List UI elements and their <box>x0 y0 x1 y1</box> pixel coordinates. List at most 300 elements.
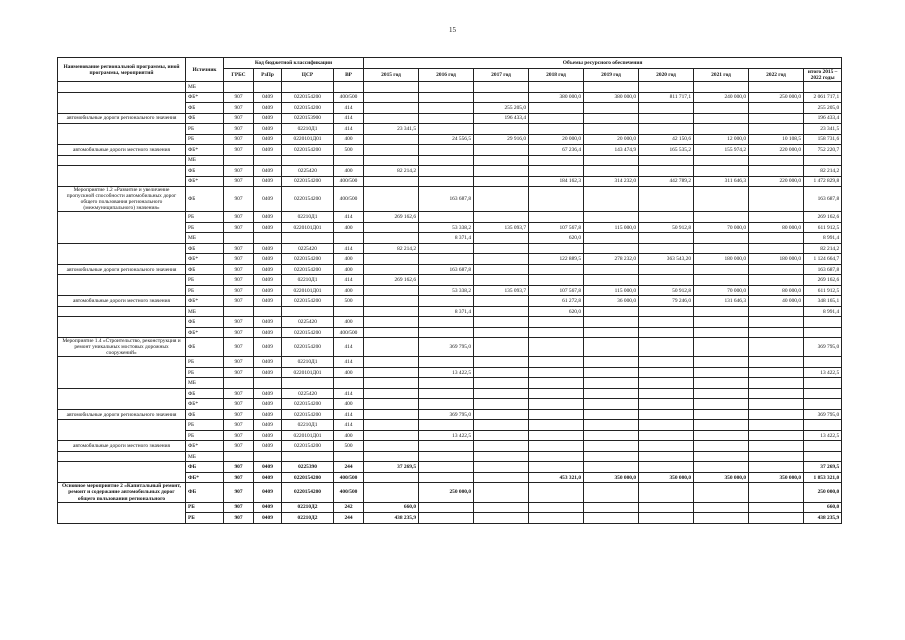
row-value: 20 000,0 <box>584 134 639 145</box>
row-code <box>254 155 282 166</box>
row-value <box>529 420 584 431</box>
row-code: 907 <box>224 420 254 431</box>
row-value <box>474 145 529 156</box>
row-value <box>694 430 749 441</box>
row-value <box>804 378 842 389</box>
row-code: 0409 <box>254 285 282 296</box>
row-value <box>639 275 694 286</box>
row-value: 13 422,5 <box>419 367 474 378</box>
row-value <box>419 472 474 483</box>
row-name: Основное мероприятие 2 «Капитальный ремонт, ремонт и содержание автомобильных дорог общего пользования регионального <box>58 483 186 502</box>
header-year-col: 2015 год <box>364 69 419 82</box>
row-value <box>474 388 529 399</box>
row-value <box>529 124 584 135</box>
row-value: 70 000,0 <box>694 222 749 233</box>
row-code <box>334 155 364 166</box>
row-value: 82 214,2 <box>364 243 419 254</box>
row-value <box>419 243 474 254</box>
row-code: 400/500 <box>334 92 364 103</box>
row-code <box>282 155 334 166</box>
row-value <box>364 113 419 124</box>
header-year-col: 2019 год <box>584 69 639 82</box>
row-value: 115 000,0 <box>584 222 639 233</box>
row-code: 400 <box>334 264 364 275</box>
row-code: 0220154200 <box>282 176 334 187</box>
row-value <box>419 92 474 103</box>
row-code: 414 <box>334 124 364 135</box>
table-row <box>58 82 842 93</box>
row-value <box>694 338 749 357</box>
row-value <box>364 378 419 389</box>
row-value: 453 321,0 <box>529 472 584 483</box>
row-name <box>58 155 186 166</box>
row-value: 36 000,0 <box>584 296 639 307</box>
row-value <box>529 513 584 524</box>
row-code: 0225420 <box>282 166 334 177</box>
row-value <box>694 388 749 399</box>
row-value <box>474 233 529 244</box>
row-value <box>694 103 749 114</box>
row-value <box>639 82 694 93</box>
row-value: 348 165,1 <box>804 296 842 307</box>
row-code <box>224 378 254 389</box>
row-code: 907 <box>224 502 254 513</box>
row-value <box>584 420 639 431</box>
table-row <box>58 451 842 462</box>
row-code: 0409 <box>254 367 282 378</box>
table-row <box>58 187 842 212</box>
row-value <box>804 357 842 368</box>
row-value <box>419 502 474 513</box>
row-value <box>419 513 474 524</box>
row-code: 400 <box>334 166 364 177</box>
row-code: 0409 <box>254 388 282 399</box>
table-row <box>58 264 842 275</box>
header-code-col: РзПр <box>254 69 282 82</box>
row-code: 0409 <box>254 275 282 286</box>
row-value <box>584 483 639 502</box>
row-value <box>584 451 639 462</box>
row-source: РБ <box>186 275 224 286</box>
header-name: Наименование региональной программы, иной программы, мероприятий <box>58 58 186 82</box>
row-source: ФБ <box>186 462 224 473</box>
row-value <box>419 462 474 473</box>
row-code: 400/500 <box>334 327 364 338</box>
row-value <box>584 388 639 399</box>
row-source: МБ <box>186 306 224 317</box>
row-code: 400 <box>334 317 364 328</box>
row-value <box>364 483 419 502</box>
row-code: 500 <box>334 296 364 307</box>
row-source: ФБ* <box>186 296 224 307</box>
row-code: 907 <box>224 409 254 420</box>
row-code: 0409 <box>254 430 282 441</box>
row-value <box>474 451 529 462</box>
row-value <box>364 254 419 265</box>
row-value <box>804 388 842 399</box>
row-value <box>529 327 584 338</box>
row-name <box>58 451 186 462</box>
row-value <box>804 327 842 338</box>
row-value <box>529 166 584 177</box>
row-value <box>529 357 584 368</box>
row-value <box>474 212 529 223</box>
row-value <box>584 212 639 223</box>
row-value <box>749 378 804 389</box>
row-name <box>58 357 186 389</box>
row-code: 0409 <box>254 513 282 524</box>
row-code: 0409 <box>254 357 282 368</box>
row-value <box>364 176 419 187</box>
row-value <box>639 483 694 502</box>
table-row <box>58 145 842 156</box>
table-row <box>58 462 842 473</box>
table-row <box>58 483 842 502</box>
row-value <box>529 378 584 389</box>
row-name <box>58 502 186 523</box>
row-value <box>474 430 529 441</box>
row-value <box>639 513 694 524</box>
row-code: 0220154200 <box>282 145 334 156</box>
row-code: 0220154200 <box>282 441 334 452</box>
row-value <box>694 124 749 135</box>
row-value <box>529 409 584 420</box>
row-value <box>749 306 804 317</box>
row-code: 0220154200 <box>282 409 334 420</box>
row-value: 155 974,2 <box>694 145 749 156</box>
row-name: автомобильные дороги местного значения <box>58 441 186 452</box>
row-value <box>419 82 474 93</box>
row-value: 620,0 <box>529 233 584 244</box>
row-value <box>584 306 639 317</box>
row-code <box>224 306 254 317</box>
row-value <box>364 134 419 145</box>
row-value <box>364 357 419 368</box>
row-value <box>694 243 749 254</box>
row-value: 8 371,4 <box>419 306 474 317</box>
row-value: 220 000,0 <box>749 145 804 156</box>
row-value <box>749 462 804 473</box>
row-name <box>58 124 186 145</box>
row-value <box>694 357 749 368</box>
row-code: 414 <box>334 243 364 254</box>
row-value <box>584 103 639 114</box>
row-value: 196 433,4 <box>804 113 842 124</box>
row-code: 0220154200 <box>282 338 334 357</box>
row-value <box>584 187 639 212</box>
row-code: 0409 <box>254 166 282 177</box>
row-value <box>584 327 639 338</box>
table-row <box>58 441 842 452</box>
row-value <box>474 399 529 410</box>
row-source: ФБ <box>186 166 224 177</box>
row-value: 314 232,0 <box>584 176 639 187</box>
row-value <box>474 243 529 254</box>
row-value <box>639 338 694 357</box>
row-value <box>419 357 474 368</box>
row-value <box>474 420 529 431</box>
row-code: 907 <box>224 327 254 338</box>
row-value: 24 556,5 <box>419 134 474 145</box>
row-value <box>584 113 639 124</box>
row-value: 240 000,0 <box>694 92 749 103</box>
row-value <box>749 166 804 177</box>
row-value: 165 535,2 <box>639 145 694 156</box>
row-value <box>584 243 639 254</box>
row-code: 0225420 <box>282 317 334 328</box>
row-value <box>639 441 694 452</box>
row-code <box>224 82 254 93</box>
row-source: ФБ* <box>186 92 224 103</box>
row-source: ФБ <box>186 338 224 357</box>
header-source: Источник <box>186 58 224 82</box>
row-source: ФБ* <box>186 145 224 156</box>
row-value: 107 567,8 <box>529 222 584 233</box>
table-row <box>58 275 842 286</box>
row-value <box>474 441 529 452</box>
row-value <box>694 451 749 462</box>
row-value <box>749 399 804 410</box>
row-code: 0409 <box>254 222 282 233</box>
row-value: 1 124 664,7 <box>804 254 842 265</box>
row-value <box>749 502 804 513</box>
row-value <box>694 378 749 389</box>
row-code: 907 <box>224 187 254 212</box>
row-code <box>254 378 282 389</box>
header-year-col: 2022 год <box>749 69 804 82</box>
row-code: 0220154200 <box>282 296 334 307</box>
row-value <box>364 430 419 441</box>
row-value <box>474 378 529 389</box>
row-value <box>804 420 842 431</box>
row-value: 660,0 <box>364 502 419 513</box>
row-value <box>529 82 584 93</box>
row-value <box>584 275 639 286</box>
row-code: 414 <box>334 113 364 124</box>
header-year-col: 2018 год <box>529 69 584 82</box>
row-value <box>749 82 804 93</box>
row-value <box>529 399 584 410</box>
row-value <box>639 378 694 389</box>
row-value <box>474 409 529 420</box>
row-code: 0220153900 <box>282 113 334 124</box>
row-code <box>334 378 364 389</box>
row-value <box>749 243 804 254</box>
row-value <box>584 166 639 177</box>
table-row <box>58 296 842 307</box>
table-row <box>58 420 842 431</box>
row-value <box>639 166 694 177</box>
row-value <box>419 388 474 399</box>
row-value <box>419 441 474 452</box>
row-value <box>804 317 842 328</box>
row-value <box>694 275 749 286</box>
row-value <box>419 378 474 389</box>
row-value <box>529 212 584 223</box>
row-code: 0220101Д01 <box>282 430 334 441</box>
row-value <box>749 275 804 286</box>
row-value: 20 000,0 <box>529 134 584 145</box>
row-value: 269 162,6 <box>804 212 842 223</box>
row-value <box>639 233 694 244</box>
row-value <box>364 441 419 452</box>
row-value: 350 000,0 <box>639 472 694 483</box>
row-value <box>419 155 474 166</box>
row-value <box>474 275 529 286</box>
row-code: 414 <box>334 275 364 286</box>
row-source: ФБ <box>186 388 224 399</box>
row-code: 907 <box>224 483 254 502</box>
row-value: 13 422,5 <box>419 430 474 441</box>
row-value <box>364 399 419 410</box>
row-code <box>282 378 334 389</box>
row-value <box>474 472 529 483</box>
row-code: 907 <box>224 145 254 156</box>
row-value <box>584 82 639 93</box>
row-source: РБ <box>186 357 224 368</box>
row-value: 611 912,5 <box>804 222 842 233</box>
row-value: 8 371,4 <box>419 233 474 244</box>
table-row <box>58 306 842 317</box>
row-value: 82 214,2 <box>364 166 419 177</box>
row-value <box>694 327 749 338</box>
row-code <box>282 306 334 317</box>
row-value <box>584 124 639 135</box>
row-code <box>224 155 254 166</box>
row-code: 400 <box>334 399 364 410</box>
row-code: 0409 <box>254 472 282 483</box>
row-code: 0225420 <box>282 243 334 254</box>
row-value <box>749 430 804 441</box>
row-value: 380 000,0 <box>584 92 639 103</box>
row-code: 0409 <box>254 92 282 103</box>
row-value <box>749 441 804 452</box>
row-value <box>474 296 529 307</box>
row-value <box>749 264 804 275</box>
row-value <box>364 388 419 399</box>
row-value: 50 912,8 <box>639 285 694 296</box>
row-code: 907 <box>224 275 254 286</box>
header-volume-group: Объемы ресурсного обеспечения <box>364 58 842 69</box>
row-value: 369 795,0 <box>804 338 842 357</box>
row-code: 0409 <box>254 462 282 473</box>
row-value <box>529 264 584 275</box>
row-value <box>529 462 584 473</box>
row-code: 414 <box>334 338 364 357</box>
row-value: 752 220,7 <box>804 145 842 156</box>
row-value: 163 687,8 <box>804 187 842 212</box>
row-value: 135 093,7 <box>474 222 529 233</box>
row-value <box>364 420 419 431</box>
row-code: 907 <box>224 317 254 328</box>
row-value: 180 000,0 <box>694 254 749 265</box>
row-code <box>254 451 282 462</box>
row-code: 0220154200 <box>282 103 334 114</box>
row-value: 158 731,6 <box>804 134 842 145</box>
row-value <box>694 399 749 410</box>
row-value <box>529 317 584 328</box>
row-value <box>749 451 804 462</box>
row-value: 660,0 <box>804 502 842 513</box>
row-value <box>749 357 804 368</box>
table-row <box>58 166 842 177</box>
row-value <box>364 103 419 114</box>
row-code: 907 <box>224 388 254 399</box>
row-value <box>804 82 842 93</box>
row-value: 8 991,4 <box>804 306 842 317</box>
row-name <box>58 275 186 296</box>
row-value <box>364 155 419 166</box>
row-value: 13 422,5 <box>804 367 842 378</box>
row-value <box>694 367 749 378</box>
table-row <box>58 92 842 103</box>
row-value: 23 341,5 <box>364 124 419 135</box>
row-code: 907 <box>224 212 254 223</box>
row-source: МБ <box>186 378 224 389</box>
row-value <box>529 483 584 502</box>
row-value <box>474 92 529 103</box>
row-value <box>584 357 639 368</box>
row-value <box>529 430 584 441</box>
row-value: 269 162,6 <box>364 212 419 223</box>
budget-table <box>57 57 842 524</box>
row-value: 350 000,0 <box>694 472 749 483</box>
row-value <box>419 166 474 177</box>
row-value <box>804 399 842 410</box>
row-code: 0409 <box>254 327 282 338</box>
row-value <box>584 399 639 410</box>
row-value <box>639 430 694 441</box>
row-value: 80 000,0 <box>749 222 804 233</box>
row-value <box>529 502 584 513</box>
row-value <box>694 187 749 212</box>
row-code: 244 <box>334 462 364 473</box>
row-value: 163 687,8 <box>419 264 474 275</box>
row-value <box>694 462 749 473</box>
row-value <box>419 275 474 286</box>
row-value <box>529 441 584 452</box>
table-body <box>58 82 842 523</box>
row-value <box>364 92 419 103</box>
row-value: 184 162,3 <box>529 176 584 187</box>
row-value <box>364 367 419 378</box>
row-code: 400/500 <box>334 483 364 502</box>
row-value <box>474 254 529 265</box>
row-value <box>474 327 529 338</box>
row-value <box>364 327 419 338</box>
row-value: 80 000,0 <box>749 285 804 296</box>
row-code: 400/500 <box>334 187 364 212</box>
header-year-col: итого 2015 – 2022 годы <box>804 69 842 82</box>
row-source: МБ <box>186 451 224 462</box>
page-number: 15 <box>449 26 456 34</box>
row-name <box>58 166 186 187</box>
row-source: ФБ* <box>186 254 224 265</box>
row-value: 70 000,0 <box>694 285 749 296</box>
row-value: 61 272,8 <box>529 296 584 307</box>
row-code: 0225420 <box>282 388 334 399</box>
row-value <box>474 367 529 378</box>
row-value <box>749 124 804 135</box>
row-value: 350 000,0 <box>584 472 639 483</box>
row-code: 907 <box>224 113 254 124</box>
row-code: 907 <box>224 103 254 114</box>
row-value <box>749 367 804 378</box>
row-value: 143 474,9 <box>584 145 639 156</box>
row-value <box>474 483 529 502</box>
row-value <box>584 513 639 524</box>
row-source: ФБ <box>186 187 224 212</box>
